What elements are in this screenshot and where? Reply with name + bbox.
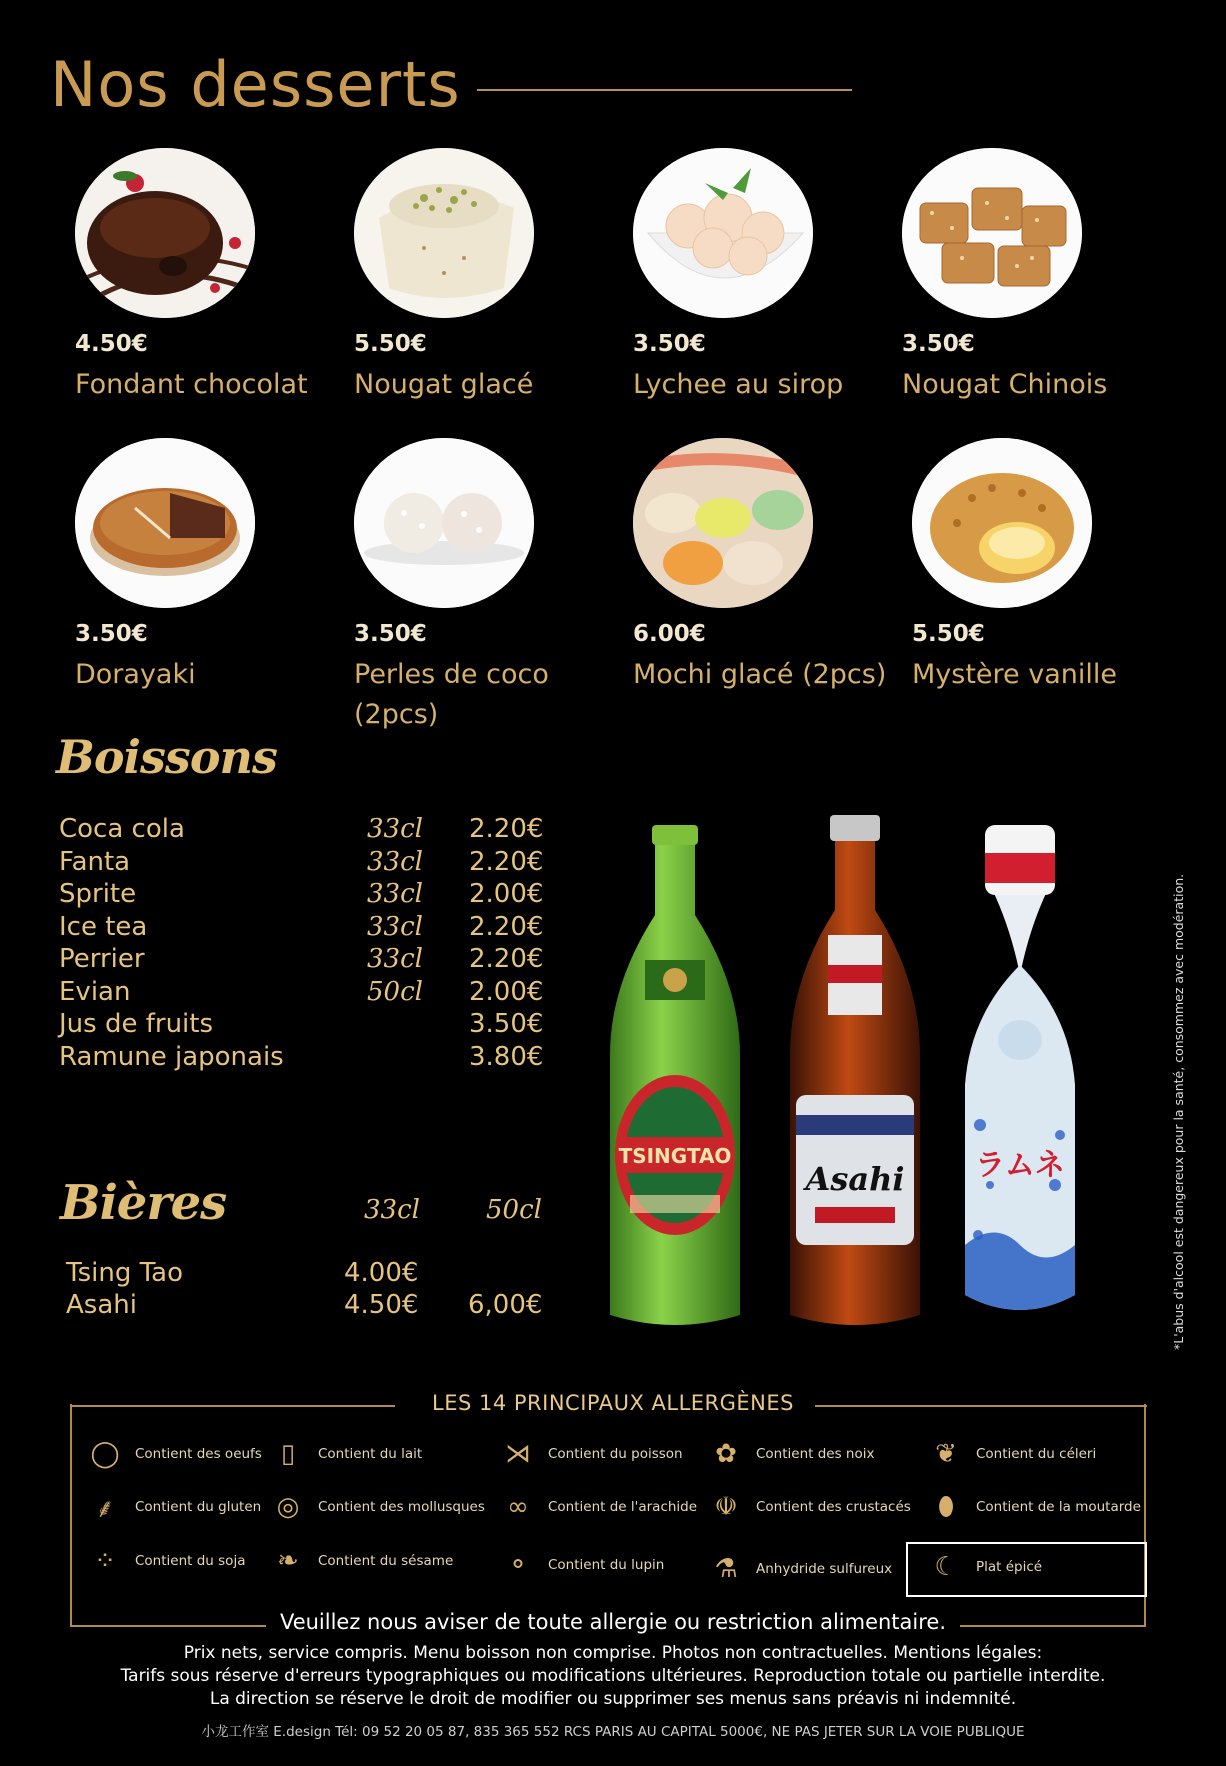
allergen-crustaceans <box>706 1487 911 1527</box>
wheat-icon: ⸙ <box>95 1494 115 1524</box>
drink-name: Perrier <box>59 944 145 974</box>
legal-mentions <box>0 1642 1226 1711</box>
drink-volume: 33cl <box>367 912 423 942</box>
allergen-nuts <box>706 1434 875 1474</box>
dessert-name: Mochi glacé (2pcs) <box>633 659 887 690</box>
drink-volume: 33cl <box>367 814 423 844</box>
bieres-heading: Bières <box>60 1175 227 1231</box>
beer-col-50: 50cl <box>486 1195 542 1225</box>
drink-row <box>59 1042 559 1075</box>
title-divider <box>477 89 852 91</box>
mustard-icon: ⬮ <box>937 1491 955 1522</box>
allergen-label: Plat épicé <box>976 1559 1043 1575</box>
allergen-label: Contient du gluten <box>135 1499 262 1515</box>
bieres-header-row <box>59 1195 559 1228</box>
sesame-icon: ❧ <box>277 1546 299 1576</box>
dessert-price: 6.00€ <box>633 621 706 647</box>
allergy-notice <box>0 1610 1226 1634</box>
egg-icon: ◯ <box>90 1439 120 1469</box>
allergen-celery <box>926 1434 1096 1474</box>
dessert-item <box>633 148 893 405</box>
dessert-price: 4.50€ <box>75 331 148 357</box>
drink-price: 2.20€ <box>469 944 544 974</box>
allergen-sulphites <box>706 1549 892 1589</box>
drink-row <box>59 1009 559 1042</box>
alcohol-warning: *L'abus d'alcool est dangereux pour la santé, consommez avec modération. <box>1171 873 1186 1350</box>
drink-price: 2.20€ <box>469 847 544 877</box>
dessert-photo-lychee <box>633 148 813 318</box>
drink-row <box>59 814 559 847</box>
drink-price: 2.20€ <box>469 912 544 942</box>
drink-volume: 33cl <box>367 847 423 877</box>
milk-icon: ▯ <box>280 1439 296 1469</box>
dessert-name: Dorayaki <box>75 659 196 690</box>
footer-credits: 小龙工作室 E.design Tél: 09 52 20 05 87, 835 365 552 RCS PARIS AU CAPITAL 5000€, NE PAS JETER SUR LA VOIE PUBLIQUE <box>201 1724 1025 1740</box>
dessert-price: 5.50€ <box>354 331 427 357</box>
allergen-label: Contient du poisson <box>548 1446 683 1462</box>
dessert-price: 3.50€ <box>633 331 706 357</box>
allergen-label: Contient des mollusques <box>318 1499 485 1515</box>
nut-icon: ✿ <box>715 1439 737 1469</box>
drink-name: Ice tea <box>59 912 148 942</box>
asahi-label: Asahi <box>805 1160 905 1198</box>
drink-price: 2.00€ <box>469 879 544 909</box>
soy-icon: ⁘ <box>94 1546 116 1576</box>
dessert-name: Nougat Chinois <box>902 369 1108 400</box>
allergen-label: Contient de la moutarde <box>976 1499 1141 1515</box>
drink-name: Evian <box>59 977 131 1007</box>
chili-icon: ☾ <box>934 1552 958 1582</box>
allergen-egg <box>85 1434 262 1474</box>
dessert-photo-nougat-chinois <box>902 148 1082 318</box>
legal-line: La direction se réserve le droit de modifier ou supprimer ses menus sans préavis ni indemnité. <box>209 1689 1017 1709</box>
allergen-mustard <box>926 1487 1141 1527</box>
dessert-item <box>912 438 1172 695</box>
allergen-label: Contient des crustacés <box>756 1499 911 1515</box>
dessert-name: Fondant chocolat <box>75 369 308 400</box>
beer-col-33: 33cl <box>364 1195 420 1225</box>
dessert-item <box>75 148 335 405</box>
beer-price-33: 4.00€ <box>344 1258 419 1288</box>
allergen-label: Contient du sésame <box>318 1553 454 1569</box>
dessert-name: Mystère vanille <box>912 659 1117 690</box>
dessert-photo-nougat-glace <box>354 148 534 318</box>
dessert-item <box>75 438 335 695</box>
beer-row <box>66 1258 566 1291</box>
celery-icon: ❦ <box>935 1439 957 1469</box>
beer-row <box>66 1290 566 1323</box>
drink-volume: 50cl <box>367 977 423 1007</box>
shell-icon: ◎ <box>276 1492 300 1522</box>
ramune-label: ラムネ <box>975 1148 1065 1183</box>
asahi-bottle-image <box>780 815 930 1335</box>
dessert-item <box>633 438 893 695</box>
drink-name: Ramune japonais <box>59 1042 284 1072</box>
drink-price: 2.00€ <box>469 977 544 1007</box>
dessert-name: Perles de coco (2pcs) <box>354 659 549 730</box>
dessert-photo-mochi <box>633 438 813 608</box>
legal-line: Prix nets, service compris. Menu boisson non comprise. Photos non contractuelles. Mentions légales: <box>183 1643 1043 1663</box>
allergy-notice-text: Veuillez nous aviser de toute allergie ou restriction alimentaire. <box>266 1610 960 1634</box>
beer-name: Tsing Tao <box>66 1258 184 1288</box>
drink-name: Jus de fruits <box>59 1009 214 1039</box>
lupin-icon: ⚬ <box>507 1550 529 1580</box>
allergen-milk <box>268 1434 422 1474</box>
fish-icon: ⋊ <box>505 1439 531 1469</box>
allergen-molluscs <box>268 1487 485 1527</box>
dessert-item <box>902 148 1162 405</box>
drink-row <box>59 879 559 912</box>
boissons-heading: Boissons <box>56 730 277 784</box>
allergen-label: Contient de l'arachide <box>548 1499 698 1515</box>
allergen-label: Contient des noix <box>756 1446 875 1462</box>
drink-price: 3.80€ <box>469 1042 544 1072</box>
drink-name: Fanta <box>59 847 131 877</box>
page-title: Nos desserts <box>50 48 461 121</box>
drink-volume: 33cl <box>367 944 423 974</box>
allergen-label: Contient du céleri <box>976 1446 1097 1462</box>
dessert-item <box>354 148 614 405</box>
legal-line: Tarifs sous réserve d'erreurs typographiques ou modifications ultérieures. Reproduction totale ou partielle interdite. <box>120 1666 1106 1686</box>
allergen-peanut <box>498 1487 697 1527</box>
drink-name: Sprite <box>59 879 137 909</box>
dessert-price: 3.50€ <box>75 621 148 647</box>
drink-price: 2.20€ <box>469 814 544 844</box>
allergen-label: Contient du soja <box>135 1553 246 1569</box>
dessert-photo-dorayaki <box>75 438 255 608</box>
peanut-icon: ∞ <box>507 1492 529 1522</box>
dessert-price: 5.50€ <box>912 621 985 647</box>
allergen-label: Contient du lupin <box>548 1557 665 1573</box>
dessert-price: 3.50€ <box>354 621 427 647</box>
lobster-icon: ☫ <box>714 1492 738 1522</box>
allergen-fish <box>498 1434 683 1474</box>
allergen-soy <box>85 1541 245 1581</box>
allergen-sesame <box>268 1541 453 1581</box>
beer-name: Asahi <box>66 1290 137 1320</box>
drink-volume: 33cl <box>367 879 423 909</box>
allergen-spicy <box>926 1547 1042 1587</box>
dessert-name: Nougat glacé <box>354 369 534 400</box>
beer-price-33: 4.50€ <box>344 1290 419 1320</box>
tsingtao-bottle-image <box>600 825 750 1335</box>
dessert-price: 3.50€ <box>902 331 975 357</box>
dessert-photo-mystere <box>912 438 1092 608</box>
drink-name: Coca cola <box>59 814 185 844</box>
dessert-photo-fondant <box>75 148 255 318</box>
allergen-lupin <box>498 1545 664 1585</box>
tsingtao-label: TSINGTAO <box>618 1144 732 1168</box>
allergens-title-text: LES 14 PRINCIPAUX ALLERGÈNES <box>414 1391 812 1415</box>
flask-icon: ⚗ <box>714 1554 738 1584</box>
dessert-item <box>354 438 614 735</box>
dessert-photo-perles-coco <box>354 438 534 608</box>
drink-row <box>59 847 559 880</box>
allergen-label: Contient des oeufs <box>135 1446 262 1462</box>
drink-row <box>59 944 559 977</box>
drink-price: 3.50€ <box>469 1009 544 1039</box>
beer-price-50: 6,00€ <box>468 1290 543 1320</box>
allergen-gluten <box>85 1487 261 1527</box>
ramune-bottle-image <box>950 825 1090 1325</box>
drink-row <box>59 912 559 945</box>
allergen-label: Contient du lait <box>318 1446 423 1462</box>
dessert-name: Lychee au sirop <box>633 369 844 400</box>
allergen-label: Anhydride sulfureux <box>756 1561 893 1577</box>
drink-row <box>59 977 559 1010</box>
